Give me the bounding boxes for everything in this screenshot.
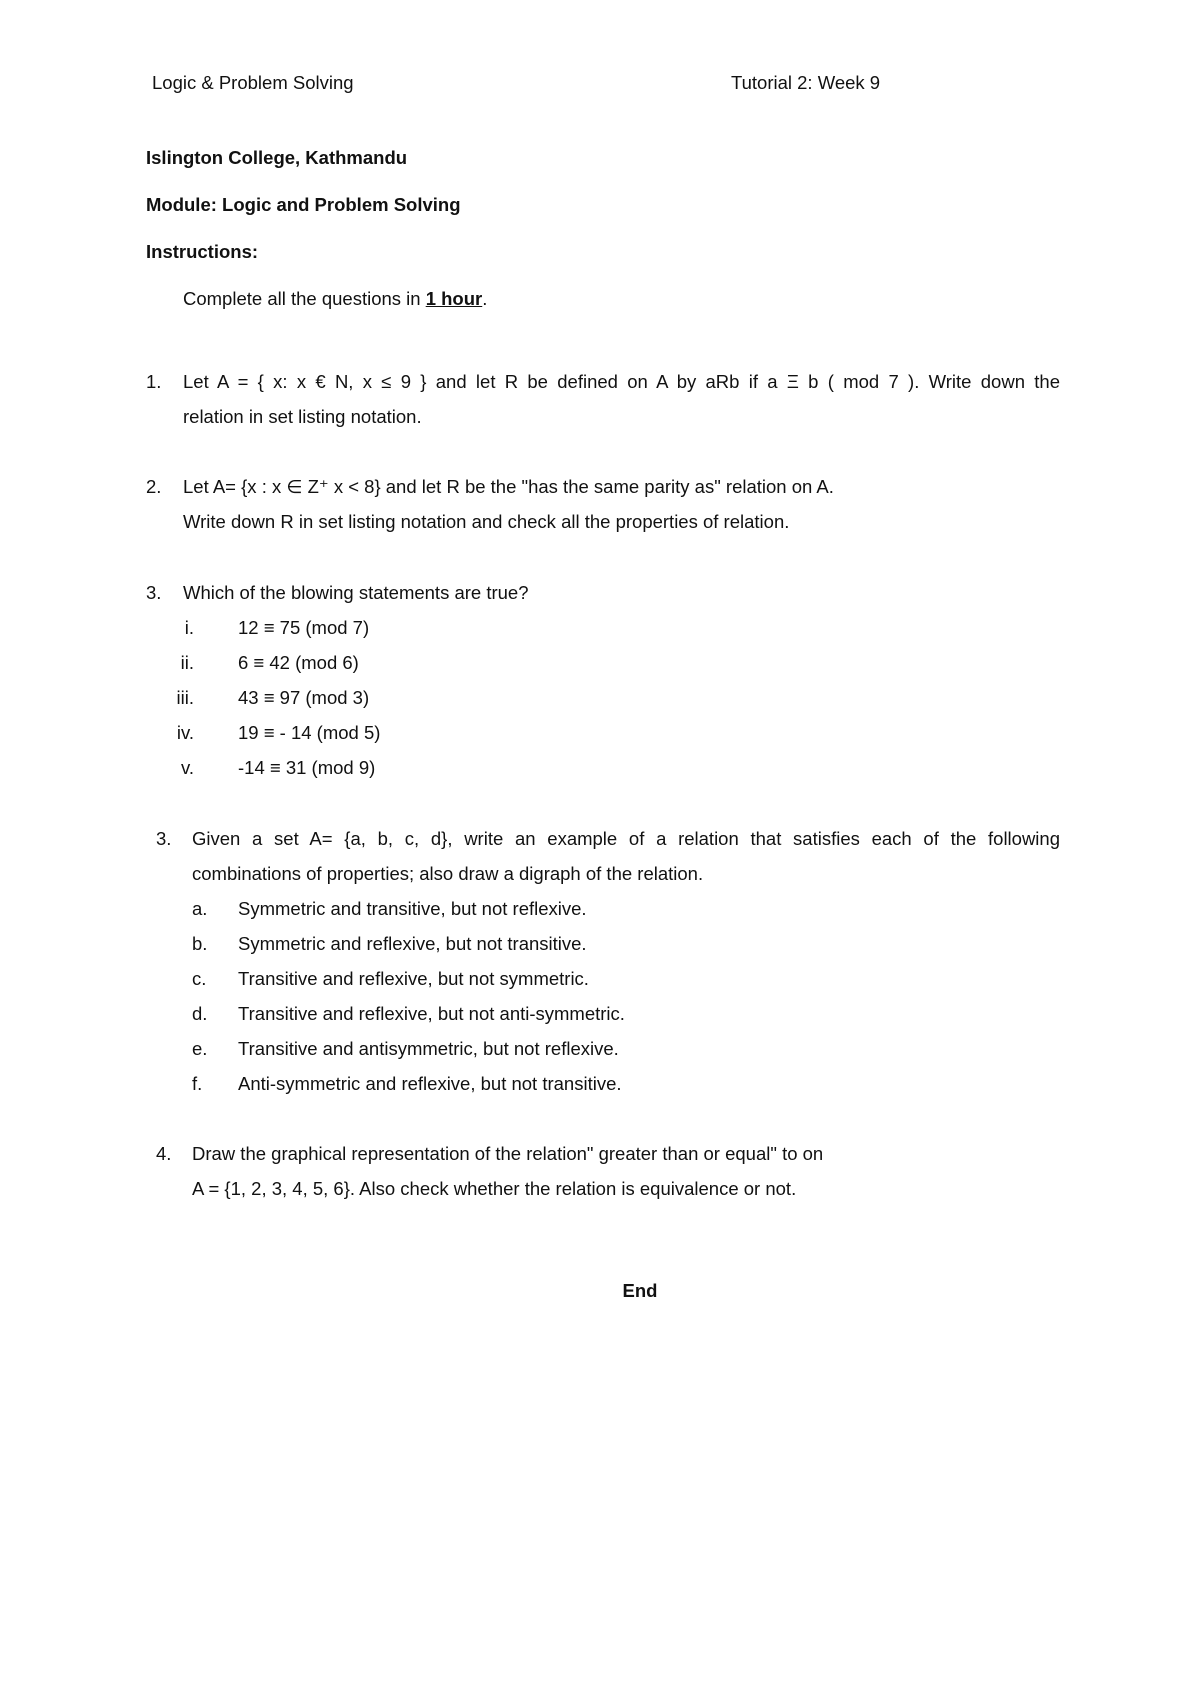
question-text-line: relation in set listing notation. <box>183 406 422 427</box>
list-item: Transitive and reflexive, but not anti-symmetric. <box>238 1003 625 1024</box>
list-item-marker: d. <box>192 1003 208 1024</box>
question-text-line: A = {1, 2, 3, 4, 5, 6}. Also check whether the relation is equivalence or not. <box>192 1178 797 1199</box>
question-number: 3. <box>146 582 162 603</box>
question-prompt: Which of the blowing statements are true? <box>183 582 529 603</box>
list-item: Symmetric and reflexive, but not transitive. <box>238 933 587 954</box>
header-tutorial-label: Tutorial 2: Week 9 <box>731 72 881 93</box>
list-item: 6 ≡ 42 (mod 6) <box>238 652 359 673</box>
list-item: 43 ≡ 97 (mod 3) <box>238 687 370 708</box>
college-name: Islington College, Kathmandu <box>146 147 408 168</box>
instructions-time-limit: 1 hour <box>425 288 483 309</box>
list-item: Transitive and reflexive, but not symmetric. <box>238 968 589 989</box>
list-item: Anti-symmetric and reflexive, but not transitive. <box>238 1073 622 1094</box>
list-item: Symmetric and transitive, but not reflexive. <box>238 898 587 919</box>
list-item-marker: v. <box>180 757 194 778</box>
end-marker: End <box>622 1280 658 1301</box>
list-item-marker: c. <box>192 968 207 989</box>
list-item-marker: e. <box>192 1038 208 1059</box>
question-text-line: Let A = { x: x € N, x ≤ 9 } and let R be defined on A by aRb if a Ξ b ( mod 7 ). Write down the <box>183 371 1060 392</box>
list-item-marker: iv. <box>176 722 194 743</box>
list-item: 12 ≡ 75 (mod 7) <box>238 617 370 638</box>
question-text-line: Let A= {x : x ∈ Z⁺ x < 8} and let R be the "has the same parity as" relation on A. <box>183 476 834 497</box>
question-number: 3. <box>156 828 172 849</box>
instructions-text-after: . <box>482 288 488 309</box>
list-item-marker: iii. <box>176 687 194 708</box>
question-text-line: Draw the graphical representation of the relation" greater than or equal" to on <box>192 1143 824 1164</box>
list-item-marker: a. <box>192 898 208 919</box>
question-text-line: combinations of properties; also draw a digraph of the relation. <box>192 863 704 884</box>
instructions-label: Instructions: <box>146 241 259 262</box>
list-item: Transitive and antisymmetric, but not reflexive. <box>238 1038 619 1059</box>
question-number: 2. <box>146 476 162 497</box>
list-item-marker: b. <box>192 933 208 954</box>
list-item-marker: f. <box>192 1073 203 1094</box>
instructions-text-before: Complete all the questions in <box>183 288 426 309</box>
question-number: 1. <box>146 371 162 392</box>
instructions-text <box>183 288 487 310</box>
list-item: -14 ≡ 31 (mod 9) <box>238 757 376 778</box>
list-item-marker: i. <box>184 617 194 638</box>
question-text-line: Given a set A= {a, b, c, d}, write an example of a relation that satisfies each of the following <box>192 828 1060 849</box>
list-item: 19 ≡ - 14 (mod 5) <box>238 722 381 743</box>
list-item-marker: ii. <box>180 652 194 673</box>
question-number: 4. <box>156 1143 172 1164</box>
question-text-line: Write down R in set listing notation and check all the properties of relation. <box>183 511 790 532</box>
module-title: Module: Logic and Problem Solving <box>146 194 461 215</box>
header-course-title: Logic & Problem Solving <box>152 72 354 93</box>
